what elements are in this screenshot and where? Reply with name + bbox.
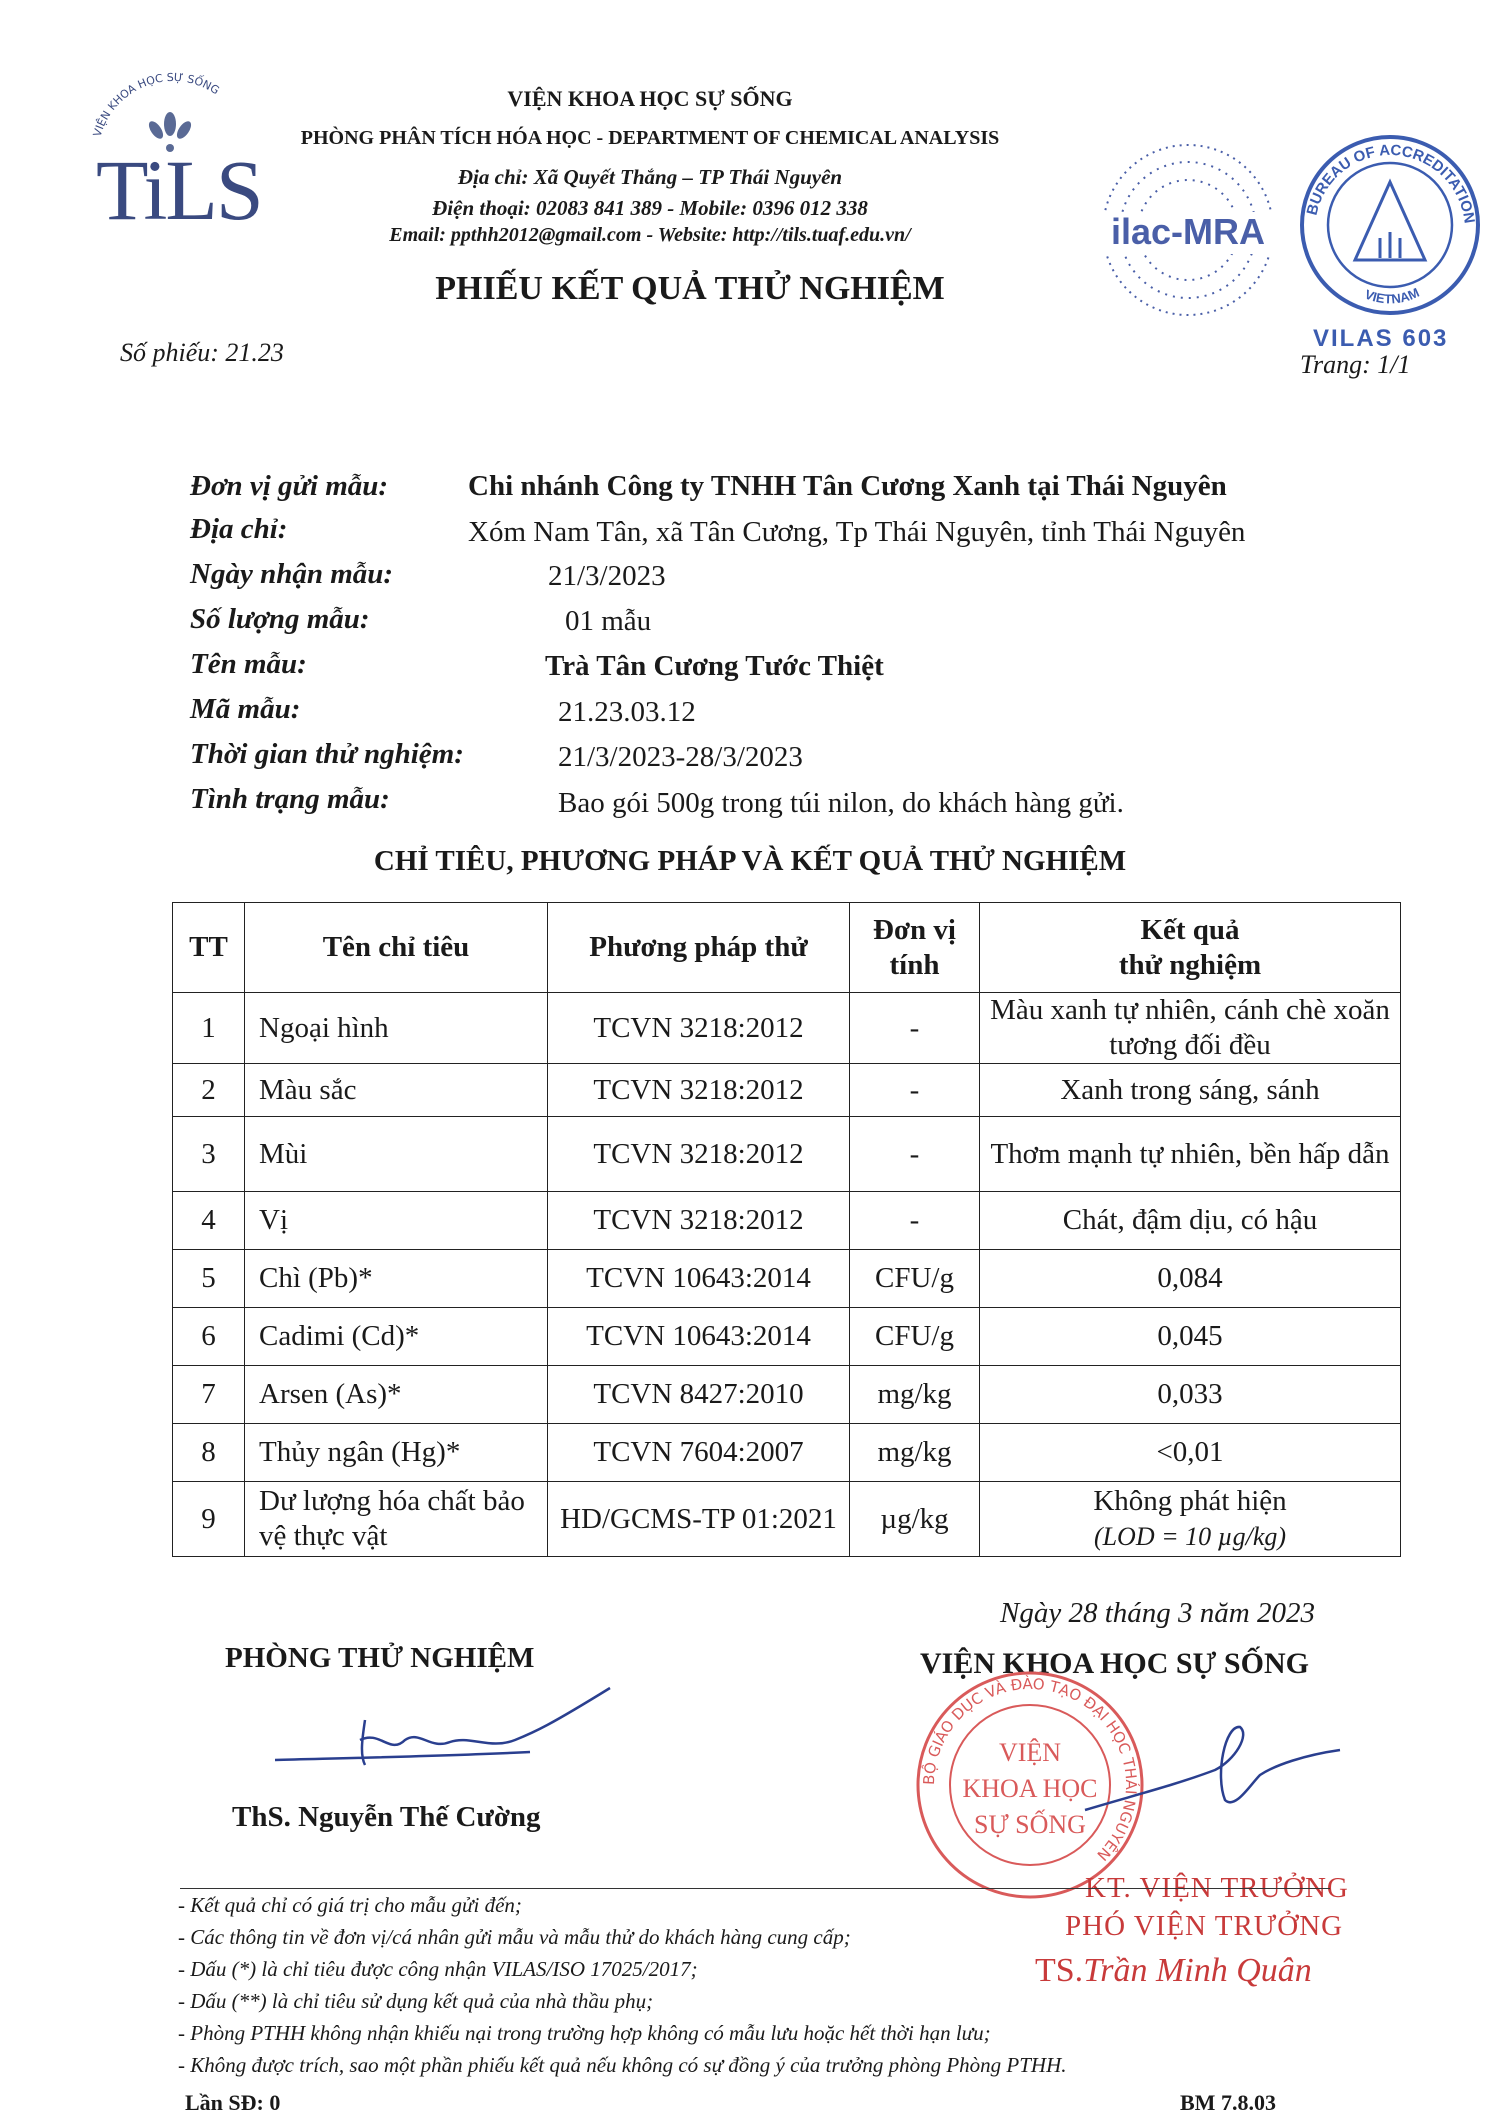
pyramid-icon (1355, 182, 1425, 260)
header-name: Tên chỉ tiêu (245, 903, 548, 993)
header-unit: Đơn vị tính (850, 903, 980, 993)
note-6: - Không được trích, sao một phần phiếu kết quả nếu không có sự đồng ý của trưởng phòng Phòng PTHH. (178, 2053, 1067, 2077)
vilas-seal (1295, 120, 1485, 330)
note-5: - Phòng PTHH không nhận khiếu nại trong trường hợp không có mẫu lưu hoặc hết thời hạn lưu; (178, 2021, 991, 2045)
info-label-sender: Đơn vị gửi mẫu: (190, 470, 389, 502)
lab-title: PHÒNG THỬ NGHIỆM (225, 1642, 535, 1674)
table-row (173, 993, 1401, 1064)
header-method: Phương pháp thử (548, 903, 850, 993)
cell-name: Arsen (As)* (245, 1366, 548, 1424)
table-row (173, 1064, 1401, 1117)
cell-result: 0,033 (980, 1366, 1401, 1424)
info-value-received-date: 21/3/2023 (548, 560, 666, 592)
revision-number: Lần SĐ: 0 (185, 2090, 281, 2115)
cell-method: TCVN 3218:2012 (548, 993, 850, 1064)
cell-method: TCVN 3218:2012 (548, 1117, 850, 1192)
institute-signature-title: VIỆN KHOA HỌC SỰ SỐNG (920, 1647, 1309, 1680)
info-label-sample-condition: Tình trạng mẫu: (190, 783, 390, 815)
info-value-address: Xóm Nam Tân, xã Tân Cương, Tp Thái Nguyên, tỉnh Thái Nguyên (468, 516, 1246, 548)
cell-unit: - (850, 993, 980, 1064)
deputy-role-line1: KT. VIỆN TRƯỞNG (1085, 1872, 1349, 1904)
table-row (173, 1424, 1401, 1482)
svg-text:ilac-MRA: ilac-MRA (1110, 211, 1266, 252)
header-result: Kết quả thử nghiệm (980, 903, 1401, 993)
cell-unit: - (850, 1192, 980, 1250)
info-value-sample-code: 21.23.03.12 (558, 696, 696, 728)
ilac-mra-logo (1090, 130, 1285, 330)
tils-logo (78, 68, 263, 238)
cell-tt: 7 (173, 1366, 245, 1424)
cell-tt: 3 (173, 1117, 245, 1192)
note-4: - Dấu (**) là chỉ tiêu sử dụng kết quả của nhà thầu phụ; (178, 1989, 654, 2013)
cell-unit: - (850, 1064, 980, 1117)
cell-name: Màu sắc (245, 1064, 548, 1117)
cell-method: TCVN 10643:2014 (548, 1250, 850, 1308)
cell-result: Màu xanh tự nhiên, cánh chè xoăn tương đối đều (980, 993, 1401, 1064)
logo-wordmark: TiLS (96, 142, 262, 238)
cell-tt: 8 (173, 1424, 245, 1482)
results-table (172, 902, 1400, 1572)
svg-text:BỘ GIÁO DỤC VÀ ĐÀO TẠO ĐẠI HỌC: BỘ GIÁO DỤC VÀ ĐÀO TẠO ĐẠI HỌC THÁI NGUYÊN (919, 1674, 1141, 1865)
form-code: BM 7.8.03 (1180, 2090, 1276, 2115)
cell-result: Không phát hiện (LOD = 10 µg/kg) (980, 1482, 1401, 1557)
info-label-received-date: Ngày nhận mẫu: (190, 558, 394, 590)
svg-text:BUREAU OF ACCREDITATION: BUREAU OF ACCREDITATION (1303, 141, 1478, 225)
cell-name: Dư lượng hóa chất bảo vệ thực vật (245, 1482, 548, 1557)
report-number: Số phiếu: 21.23 (120, 338, 284, 367)
header-tt: TT (173, 903, 245, 993)
cell-result: Chát, đậm dịu, có hậu (980, 1192, 1401, 1250)
notes-divider (180, 1888, 1330, 1889)
department-name: PHÒNG PHÂN TÍCH HÓA HỌC - DEPARTMENT OF CHEMICAL ANALYSIS (300, 127, 1000, 149)
info-value-sample-name: Trà Tân Cương Tước Thiệt (545, 650, 884, 682)
info-label-sample-name: Tên mẫu: (190, 648, 307, 680)
svg-text:VIỆN: VIỆN (998, 1738, 1062, 1767)
cell-tt: 4 (173, 1192, 245, 1250)
cell-result: Xanh trong sáng, sánh (980, 1064, 1401, 1117)
cell-unit: mg/kg (850, 1366, 980, 1424)
cell-method: TCVN 7604:2007 (548, 1424, 850, 1482)
cell-unit: µg/kg (850, 1482, 980, 1557)
table-row (173, 1366, 1401, 1424)
table-row (173, 1117, 1401, 1192)
info-value-sample-condition: Bao gói 500g trong túi nilon, do khách hàng gửi. (558, 787, 1124, 819)
cell-tt: 9 (173, 1482, 245, 1557)
cell-tt: 2 (173, 1064, 245, 1117)
svg-text:SỰ SỐNG: SỰ SỐNG (974, 1810, 1086, 1839)
note-3: - Dấu (*) là chỉ tiêu được công nhận VILAS/ISO 17025/2017; (178, 1957, 698, 1981)
vilas-number: VILAS 603 (1313, 325, 1449, 352)
cell-tt: 6 (173, 1308, 245, 1366)
cell-result: 0,045 (980, 1308, 1401, 1366)
svg-text:VIETNAM: VIETNAM (1362, 284, 1422, 307)
info-label-address: Địa chỉ: (190, 513, 288, 545)
signature-right-icon (1075, 1715, 1345, 1835)
cell-unit: - (850, 1117, 980, 1192)
info-label-quantity: Số lượng mẫu: (190, 603, 370, 635)
note-1: - Kết quả chỉ có giá trị cho mẫu gửi đến; (178, 1893, 522, 1917)
cell-name: Chì (Pb)* (245, 1250, 548, 1308)
deputy-role-line2: PHÓ VIỆN TRƯỞNG (1065, 1910, 1344, 1942)
info-value-quantity: 01 mẫu (565, 605, 652, 637)
deputy-name: TS.Trần Minh Quân (1035, 1952, 1312, 1989)
lab-head-name: ThS. Nguyễn Thế Cường (232, 1801, 541, 1833)
cell-tt: 5 (173, 1250, 245, 1308)
note-2: - Các thông tin về đơn vị/cá nhân gửi mẫu và mẫu thử do khách hàng cung cấp; (178, 1925, 851, 1949)
cell-name: Ngoại hình (245, 993, 548, 1064)
svg-text:KHOA HỌC: KHOA HỌC (962, 1774, 1098, 1803)
cell-result: <0,01 (980, 1424, 1401, 1482)
cell-unit: CFU/g (850, 1308, 980, 1366)
signature-left-icon (270, 1680, 620, 1780)
info-label-sample-code: Mã mẫu: (190, 693, 301, 725)
cell-name: Vị (245, 1192, 548, 1250)
cell-result: 0,084 (980, 1250, 1401, 1308)
info-label-test-period: Thời gian thử nghiệm: (190, 738, 464, 770)
document-title: PHIẾU KẾT QUẢ THỬ NGHIỆM (435, 270, 945, 307)
cell-method: TCVN 8427:2010 (548, 1366, 850, 1424)
table-row (173, 1482, 1401, 1557)
address-line: Địa chỉ: Xã Quyết Thắng – TP Thái Nguyên (457, 165, 843, 189)
section-title: CHỈ TIÊU, PHƯƠNG PHÁP VÀ KẾT QUẢ THỬ NGHIỆM (373, 845, 1127, 877)
table-row (173, 1192, 1401, 1250)
phone-line: Điện thoại: 02083 841 389 - Mobile: 0396 012 338 (432, 196, 868, 220)
page-number: Trang: 1/1 (1300, 350, 1411, 379)
table-row (173, 1250, 1401, 1308)
cell-method: TCVN 3218:2012 (548, 1064, 850, 1117)
cell-result: Thơm mạnh tự nhiên, bền hấp dẫn (980, 1117, 1401, 1192)
lod-note: (LOD = 10 µg/kg) (1093, 1522, 1287, 1551)
email-web-line: Email: ppthh2012@gmail.com - Website: http://tils.tuaf.edu.vn/ (389, 224, 911, 246)
institute-name: VIỆN KHOA HỌC SỰ SỐNG (507, 86, 793, 111)
info-value-sender: Chi nhánh Công ty TNHH Tân Cương Xanh tại Thái Nguyên (468, 470, 1227, 502)
cell-name: Cadimi (Cd)* (245, 1308, 548, 1366)
cell-name: Thủy ngân (Hg)* (245, 1424, 548, 1482)
cell-method: TCVN 10643:2014 (548, 1308, 850, 1366)
cell-method: HD/GCMS-TP 01:2021 (548, 1482, 850, 1557)
cell-name: Mùi (245, 1117, 548, 1192)
issue-date: Ngày 28 tháng 3 năm 2023 (1000, 1597, 1315, 1629)
cell-unit: CFU/g (850, 1250, 980, 1308)
svg-text:VIỆN KHOA HỌC SỰ SỐNG: VIỆN KHOA HỌC SỰ SỐNG (90, 70, 222, 139)
table-row (173, 1308, 1401, 1366)
info-value-test-period: 21/3/2023-28/3/2023 (558, 741, 803, 773)
table-header-row (173, 903, 1401, 993)
cell-tt: 1 (173, 993, 245, 1064)
cell-unit: mg/kg (850, 1424, 980, 1482)
cell-method: TCVN 3218:2012 (548, 1192, 850, 1250)
